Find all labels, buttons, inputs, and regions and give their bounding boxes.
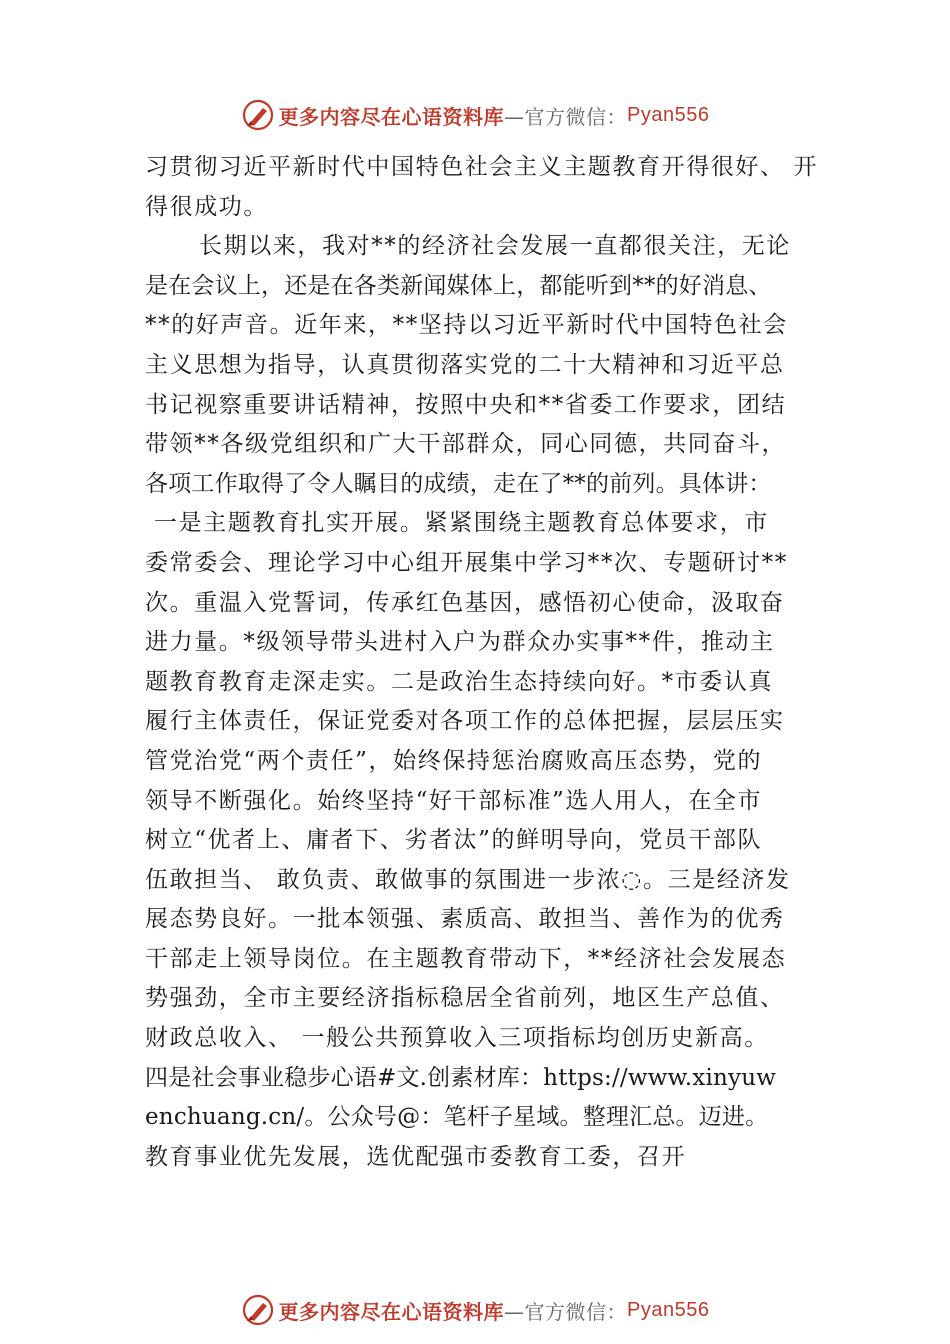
text-line: 得很成功。 [145, 193, 268, 220]
text-line: 题教育教育走深走实。二是政治生态持续向好。*市委认真 [145, 668, 774, 695]
text-line: 树立“优者上、庸者下、劣者汰”的鲜明导向，党员干部队 [145, 827, 763, 854]
document-body [145, 148, 819, 1177]
text-line: 四是社会事业稳步心语#文.创素材库：https://www.xinyuw [145, 1064, 777, 1091]
text-line: 干部走上领导岗位。在主题教育带动下，**经济社会发展态 [145, 945, 787, 972]
text-line: **的好声音。近年来，**坚持以习近平新时代中国特色社会 [145, 312, 788, 339]
banner-text-id: Pyan556 [627, 1298, 710, 1321]
text-line: 是在会议上，还是在各类新闻媒体上，都能听到**的好消息、 [145, 272, 772, 299]
banner-text-label: —官方微信： [504, 1299, 628, 1324]
banner-text-main: 更多内容尽在心语资料库 [278, 1299, 505, 1324]
text-line: 展态势良好。一批本领强、素质高、敢担当、善作为的优秀 [145, 906, 785, 933]
footer-watermark-banner [0, 1290, 950, 1330]
text-line: 伍敢担当、 敢负责、敢做事的氛围进一步浓◌。三是经济发 [145, 866, 791, 893]
text-line: 教育事业优先发展，选优配强市委教育工委，召开 [145, 1143, 687, 1170]
header-watermark-banner [0, 95, 950, 135]
text-line: 管党治党“两个责任”，始终保持惩治腐败高压态势，党的 [145, 747, 763, 774]
banner-text-label: —官方微信： [504, 104, 628, 129]
pen-nib-logo-icon [241, 1293, 275, 1327]
text-line: 领导不断强化。始终坚持“好干部标准”选人用人，在全市 [145, 787, 763, 814]
text-line: 财政总收入、 一般公共预算收入三项指标均创历史新高。 [145, 1025, 769, 1052]
text-line: 次。重温入党誓词，传承红色基因，感悟初心使命，汲取奋 [145, 589, 785, 616]
text-line: 势强劲，全市主要经济指标稳居全省前列，地区生产总值、 [145, 985, 785, 1012]
text-line: 各项工作取得了令人瞩目的成绩，走在了**的前列。具体讲： [145, 470, 772, 497]
text-line: 一是主题教育扎实开展。紧紧围绕主题教育总体要求，市 [145, 510, 769, 537]
text-line: 履行主体责任，保证党委对各项工作的总体把握，层层压实 [145, 708, 785, 735]
banner-text-main: 更多内容尽在心语资料库 [278, 104, 505, 129]
text-line: 委常委会、理论学习中心组开展集中学习**次、专题研讨** [145, 549, 788, 576]
text-line: 主义思想为指导，认真贯彻落实党的二十大精神和习近平总 [145, 351, 785, 378]
text-line: 带领**各级党组织和广大干部群众，同心同德，共同奋斗， [145, 431, 787, 458]
text-line: 习贯彻习近平新时代中国特色社会主义主题教育开得很好、 开 [145, 154, 819, 180]
banner-text-id: Pyan556 [627, 103, 710, 126]
text-line: 进力量。*级领导带头进村入户为群众办实事**件，推动主 [145, 629, 775, 656]
paragraph-start-line: 长期以来，我对**的经济社会发展一直都很关注，无论 [199, 233, 791, 260]
pen-nib-logo-icon [241, 98, 275, 132]
text-line: 书记视察重要讲话精神，按照中央和**省委工作要求，团结 [145, 391, 787, 418]
text-line: enchuang.cn/。公众号@：笔杆子星域。整理汇总。迈进。 [145, 1104, 769, 1131]
